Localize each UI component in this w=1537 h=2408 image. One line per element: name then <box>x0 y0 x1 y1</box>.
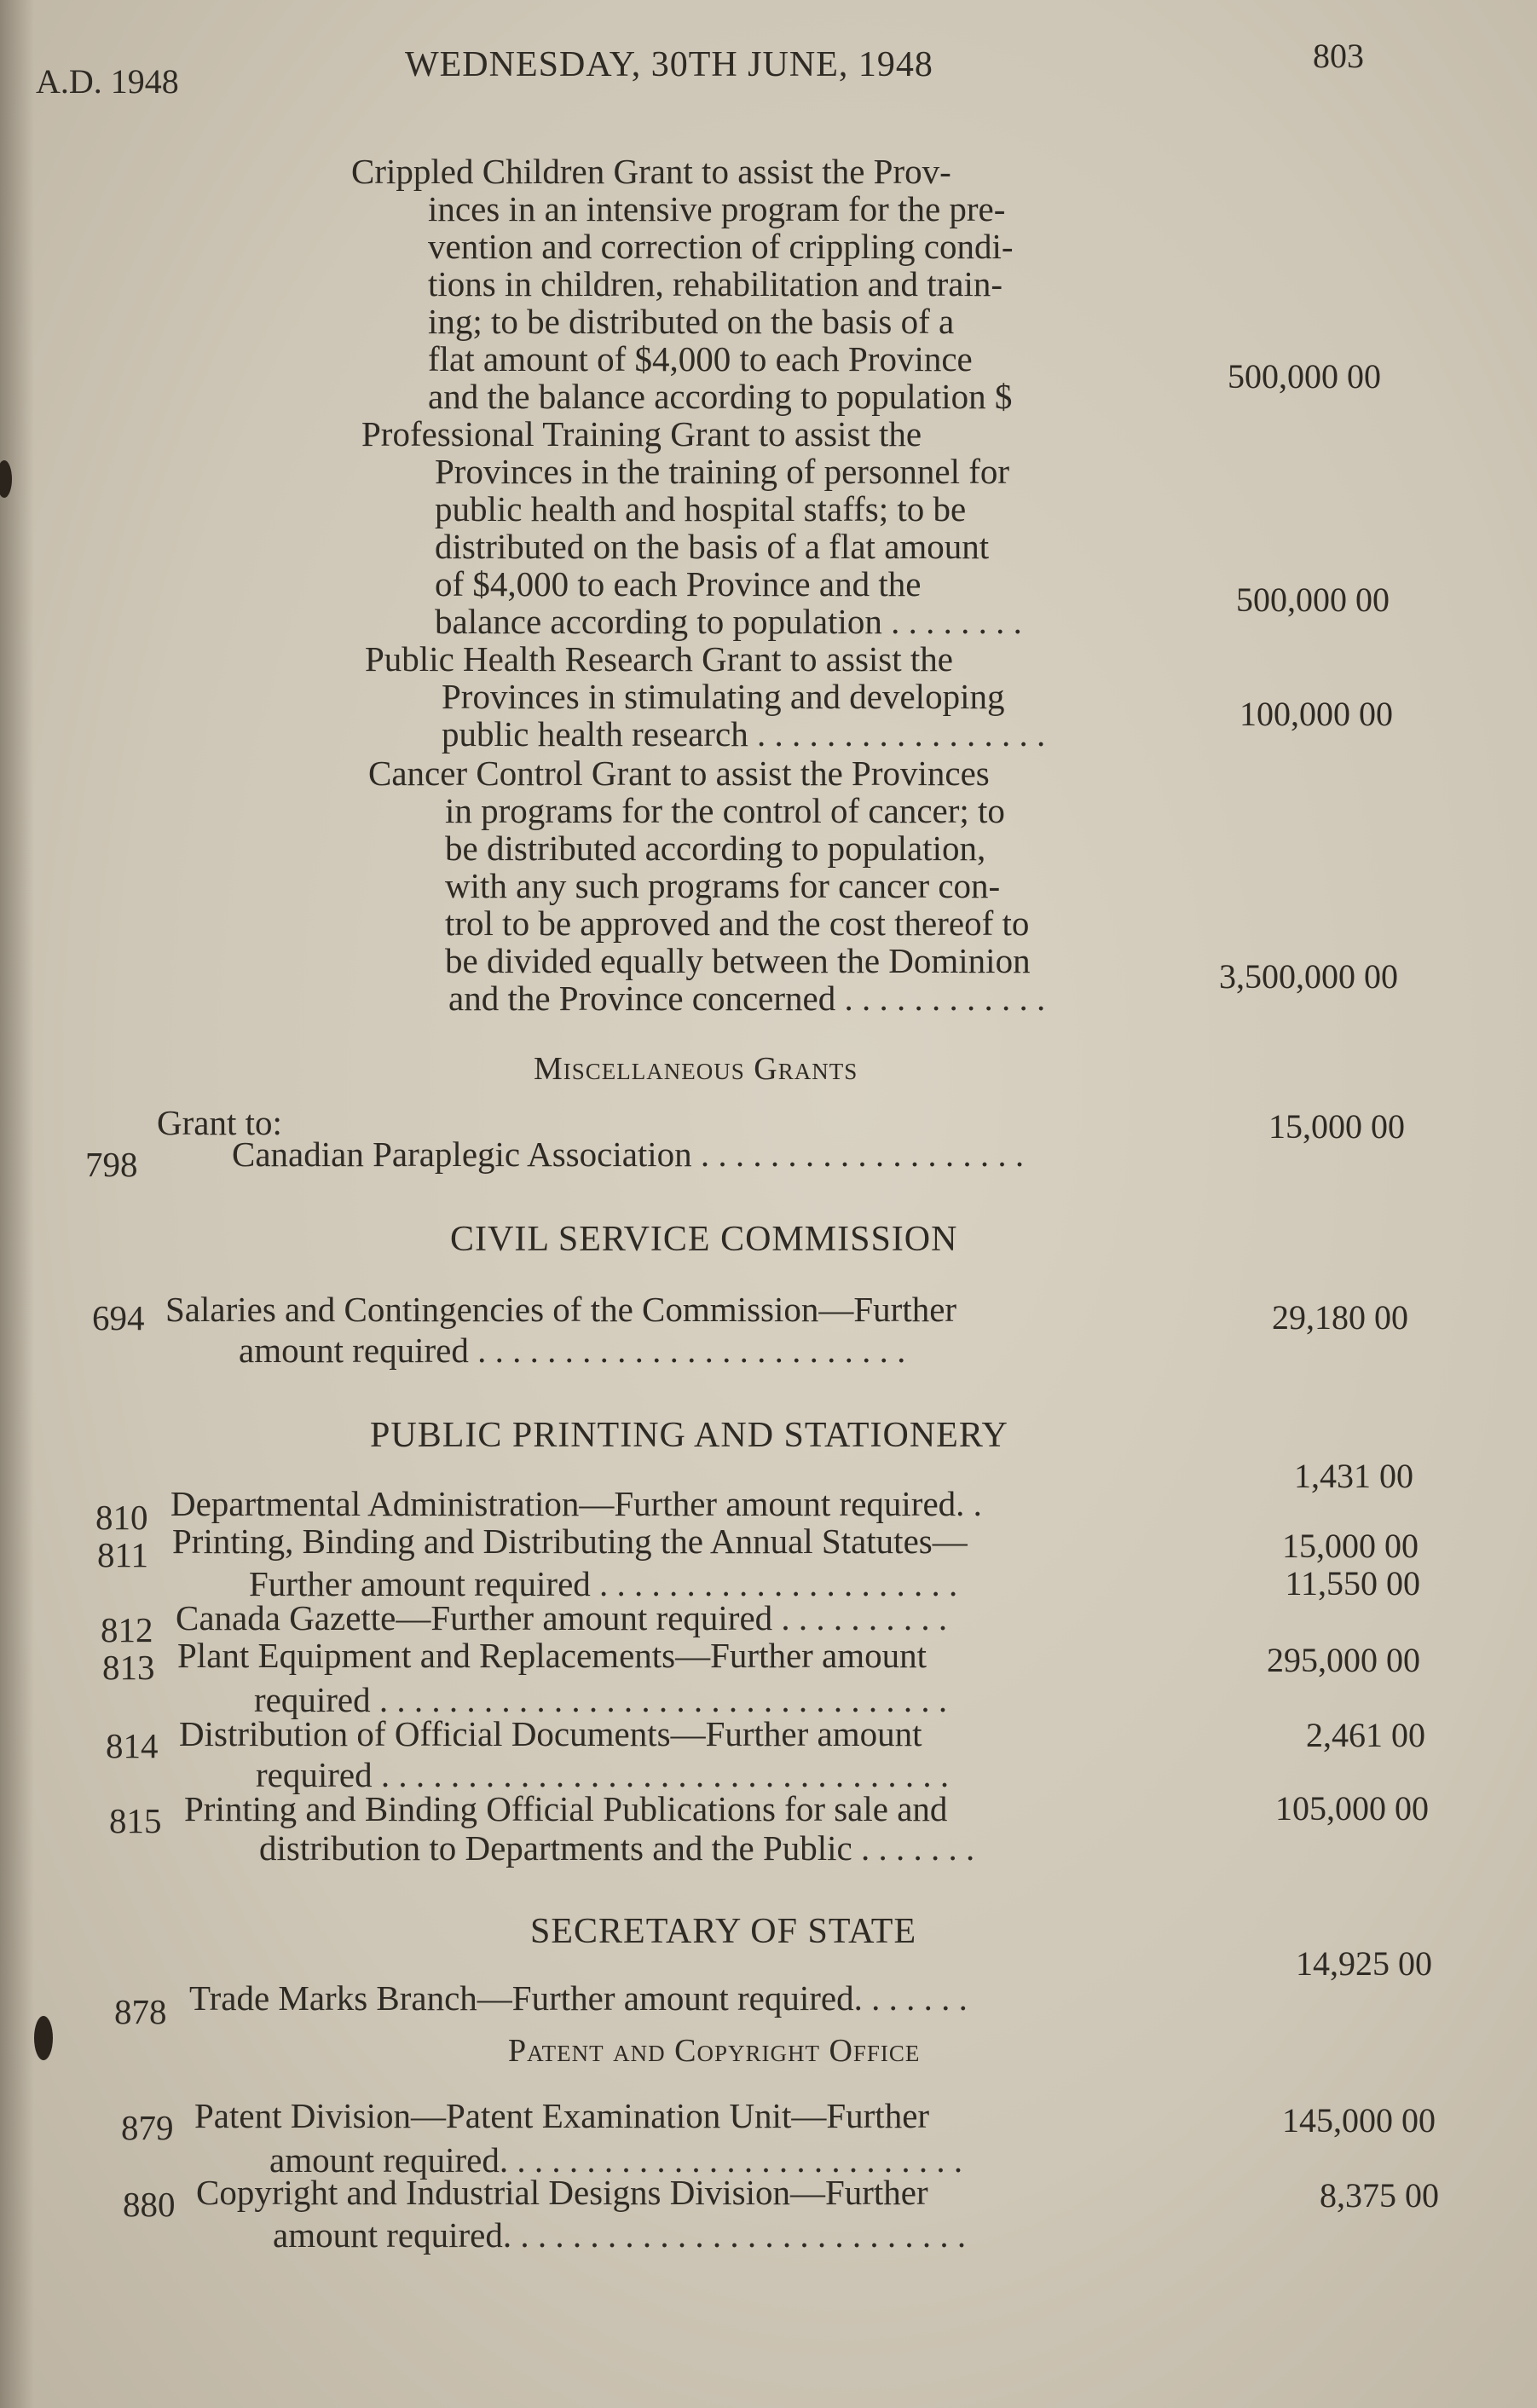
amount: 15,000 00 <box>1282 1527 1419 1565</box>
text-line: tions in children, rehabilitation and train- <box>428 264 1003 303</box>
item-description: Plant Equipment and Replacements—Further amount <box>177 1636 927 1675</box>
section-heading-civil-service: CIVIL SERVICE COMMISSION <box>450 1220 958 1259</box>
vote-number: 798 <box>85 1145 138 1184</box>
item-description: Departmental Administration—Further amount required. . <box>170 1484 982 1523</box>
text-line: Provinces in stimulating and developing <box>442 677 1005 716</box>
amount: 500,000 00 <box>1228 357 1381 396</box>
binding-shadow <box>0 0 34 2408</box>
text-line: inces in an intensive program for the pre- <box>428 189 1006 228</box>
page-number: 803 <box>1313 37 1364 75</box>
item-description: required . . . . . . . . . . . . . . . . . . . . . . . . . . . . . . . . . <box>256 1755 950 1794</box>
amount: 3,500,000 00 <box>1219 957 1398 996</box>
vote-number: 694 <box>92 1298 145 1337</box>
section-heading-printing: PUBLIC PRINTING AND STATIONERY <box>370 1416 1008 1455</box>
item-description: distribution to Departments and the Public . . . . . . . <box>259 1828 975 1868</box>
amount: 500,000 00 <box>1236 580 1390 619</box>
text-line: in programs for the control of cancer; to <box>445 791 1005 830</box>
vote-number: 810 <box>95 1498 148 1537</box>
text-line: trol to be approved and the cost thereof to <box>445 904 1030 943</box>
amount: 15,000 00 <box>1268 1107 1405 1146</box>
item-description: Copyright and Industrial Designs Division—Further <box>196 2173 928 2212</box>
item-description: Salaries and Contingencies of the Commission—Further <box>165 1290 957 1329</box>
section-heading-misc-grants: Miscellaneous Grants <box>534 1051 858 1087</box>
text-line: ing; to be distributed on the basis of a <box>428 302 955 341</box>
subheading-patent-copyright: Patent and Copyright Office <box>508 2033 921 2069</box>
text-line: be divided equally between the Dominion <box>445 941 1031 980</box>
vote-number: 814 <box>106 1726 159 1765</box>
amount: 29,180 00 <box>1272 1298 1408 1337</box>
text-line: Provinces in the training of personnel for <box>435 452 1010 491</box>
header-year: A.D. 1948 <box>36 62 179 101</box>
amount: 295,000 00 <box>1267 1641 1420 1679</box>
header-date: WEDNESDAY, 30TH JUNE, 1948 <box>405 45 933 84</box>
text-line: balance according to population . . . . . . . . <box>435 602 1022 641</box>
text-line: with any such programs for cancer con- <box>445 866 1001 905</box>
text-line: public health and hospital staffs; to be <box>435 489 967 528</box>
item-description: amount required. . . . . . . . . . . . . . . . . . . . . . . . . . . <box>273 2215 967 2255</box>
item-description: Further amount required . . . . . . . . . . . . . . . . . . . . . <box>249 1564 958 1603</box>
text-line: and the Province concerned . . . . . . . . . . . . <box>448 979 1046 1018</box>
amount: 100,000 00 <box>1239 695 1393 733</box>
text-line: Public Health Research Grant to assist the <box>365 639 953 679</box>
text-line: be distributed according to population, <box>445 829 986 868</box>
vote-number: 878 <box>114 1992 167 2031</box>
text-line: and the balance according to population $ <box>428 377 1013 416</box>
item-description: Printing and Binding Official Publications for sale and <box>184 1789 948 1828</box>
grant-intro: Grant to: <box>157 1103 282 1142</box>
vote-number: 813 <box>102 1648 155 1687</box>
amount: 2,461 00 <box>1306 1716 1425 1754</box>
vote-number: 880 <box>123 2185 176 2224</box>
amount: 105,000 00 <box>1275 1789 1429 1828</box>
vote-number: 879 <box>121 2108 174 2147</box>
item-description: Printing, Binding and Distributing the Annual Statutes— <box>172 1522 968 1561</box>
item-description: Canadian Paraplegic Association . . . . . . . . . . . . . . . . . . . <box>232 1135 1025 1174</box>
text-line: Cancer Control Grant to assist the Provinces <box>368 754 990 793</box>
amount: 145,000 00 <box>1282 2101 1436 2139</box>
binding-hole <box>34 2016 53 2060</box>
vote-number: 815 <box>109 1801 162 1840</box>
amount: 1,431 00 <box>1294 1457 1413 1495</box>
vote-number: 812 <box>101 1610 153 1649</box>
item-description: amount required . . . . . . . . . . . . . . . . . . . . . . . . . <box>239 1331 906 1370</box>
text-line: distributed on the basis of a flat amount <box>435 527 990 566</box>
item-description: Canada Gazette—Further amount required . . . . . . . . . . <box>176 1598 948 1637</box>
text-line: of $4,000 to each Province and the <box>435 564 922 603</box>
item-description: Trade Marks Branch—Further amount required. . . . . . . <box>189 1978 968 2018</box>
amount: 8,375 00 <box>1320 2176 1439 2215</box>
text-line: Crippled Children Grant to assist the Prov- <box>351 152 951 191</box>
text-line: public health research . . . . . . . . . . . . . . . . . <box>442 714 1046 754</box>
amount: 14,925 00 <box>1296 1944 1432 1983</box>
item-description: Patent Division—Patent Examination Unit—Further <box>194 2096 930 2135</box>
vote-number: 811 <box>97 1535 148 1574</box>
section-heading-secretary: SECRETARY OF STATE <box>530 1912 917 1951</box>
amount: 11,550 00 <box>1285 1564 1420 1602</box>
text-line: Professional Training Grant to assist the <box>361 414 922 453</box>
text-line: vention and correction of crippling condi- <box>428 227 1014 266</box>
item-description: required . . . . . . . . . . . . . . . . . . . . . . . . . . . . . . . . . <box>254 1680 948 1719</box>
item-description: amount required. . . . . . . . . . . . . . . . . . . . . . . . . . . <box>269 2140 963 2180</box>
item-description: Distribution of Official Documents—Further amount <box>179 1714 922 1753</box>
text-line: flat amount of $4,000 to each Province <box>428 339 973 378</box>
